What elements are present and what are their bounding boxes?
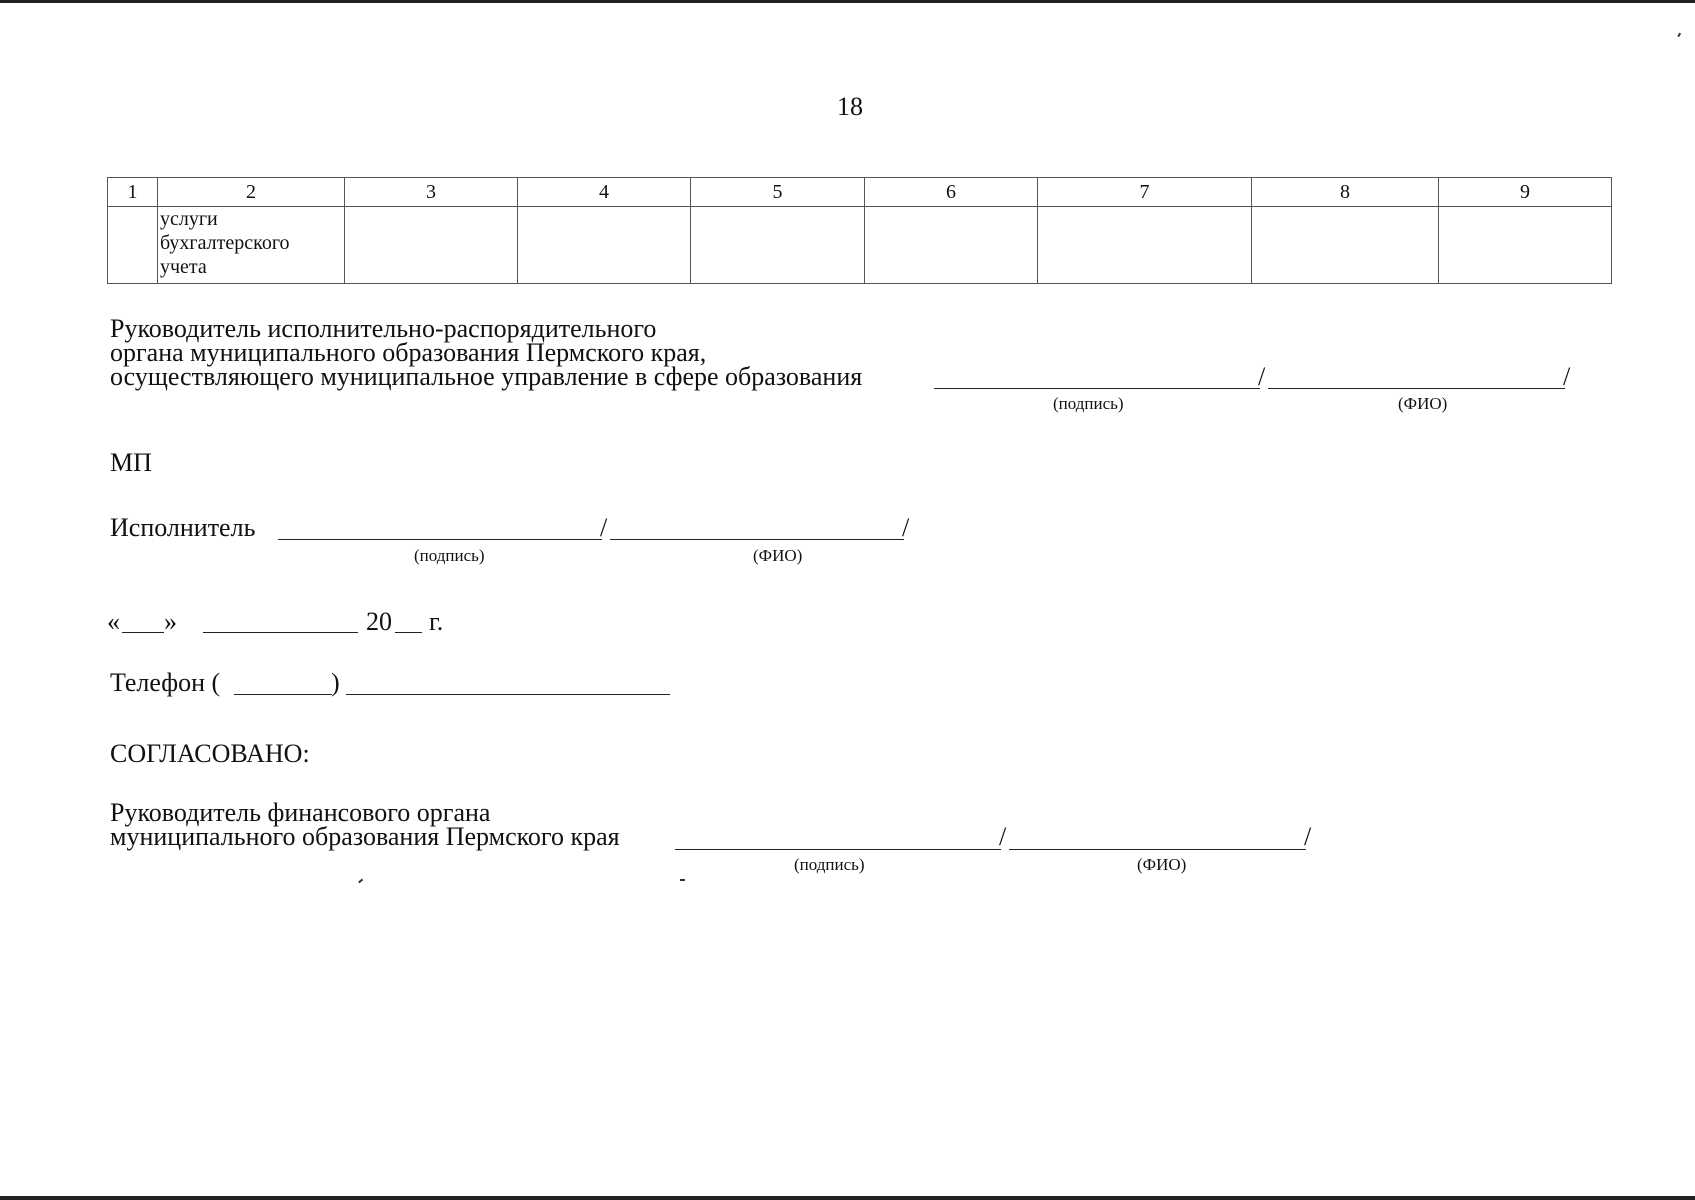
date-close-quote: » <box>164 607 177 636</box>
column-number: 3 <box>345 178 518 207</box>
table-cell <box>108 207 158 284</box>
table-cell <box>865 207 1038 284</box>
head-name-caption: (ФИО) <box>1398 394 1448 413</box>
column-number: 1 <box>108 178 158 207</box>
table-cell <box>1038 207 1252 284</box>
column-number: 7 <box>1038 178 1252 207</box>
head-title-line: осуществляющего муниципальное управление в сфере образования <box>110 362 863 391</box>
executor-separator: / <box>600 513 608 542</box>
report-table <box>107 177 1612 284</box>
date-open-quote: « <box>107 607 120 636</box>
scan-speck <box>1677 33 1680 37</box>
head-signature-caption: (подпись) <box>1053 394 1124 413</box>
date-month-line <box>203 632 358 633</box>
finance-signature-caption: (подпись) <box>794 855 865 874</box>
finance-signature-line <box>675 849 1001 850</box>
table-cell <box>518 207 691 284</box>
executor-signature-caption: (подпись) <box>414 546 485 565</box>
date-year-line <box>395 632 422 633</box>
service-name-line: бухгалтерского <box>160 232 290 254</box>
executor-signature-line <box>278 539 602 540</box>
head-signature-line <box>934 388 1260 389</box>
scan-speck <box>358 879 363 883</box>
agreed-heading: СОГЛАСОВАНО: <box>110 739 310 768</box>
phone-code-line <box>234 694 332 695</box>
head-name-line <box>1268 388 1565 389</box>
bottom-scan-border <box>0 1196 1695 1200</box>
finance-separator: / <box>999 822 1007 851</box>
column-number: 6 <box>865 178 1038 207</box>
page-number: 18 <box>837 92 863 121</box>
head-separator: / <box>1258 362 1266 391</box>
head-title-line: органа муниципального образования Пермского края, <box>110 338 707 367</box>
executor-name-caption: (ФИО) <box>753 546 803 565</box>
table-cell <box>1252 207 1439 284</box>
head-end-slash: / <box>1563 362 1571 391</box>
column-number: 9 <box>1439 178 1612 207</box>
finance-name-caption: (ФИО) <box>1137 855 1187 874</box>
phone-label: Телефон ( <box>110 668 221 697</box>
phone-close-paren: ) <box>331 668 340 697</box>
phone-number-line <box>346 694 670 695</box>
column-number: 5 <box>691 178 865 207</box>
finance-end-slash: / <box>1304 822 1312 851</box>
date-suffix: г. <box>429 607 444 636</box>
top-scan-border <box>0 0 1695 3</box>
executor-end-slash: / <box>902 513 910 542</box>
column-number: 4 <box>518 178 691 207</box>
finance-name-line <box>1009 849 1306 850</box>
finance-title-line: Руководитель финансового органа <box>110 798 491 827</box>
scan-speck <box>680 879 685 881</box>
head-title-line: Руководитель исполнительно-распорядительного <box>110 314 657 343</box>
table-cell <box>691 207 865 284</box>
service-name-line: услуги <box>160 208 218 230</box>
executor-label: Исполнитель <box>110 513 256 542</box>
table-cell <box>1439 207 1612 284</box>
table-header-row <box>108 178 1612 207</box>
column-number: 2 <box>158 178 345 207</box>
service-name-cell <box>158 207 345 284</box>
service-name-line: учета <box>160 256 207 278</box>
date-year-prefix: 20 <box>366 607 392 636</box>
finance-title-line: муниципального образования Пермского края <box>110 822 620 851</box>
executor-name-line <box>610 539 904 540</box>
table-cell <box>345 207 518 284</box>
stamp-place: МП <box>110 448 152 477</box>
date-day-line <box>122 632 164 633</box>
column-number: 8 <box>1252 178 1439 207</box>
table-row <box>108 207 1612 284</box>
